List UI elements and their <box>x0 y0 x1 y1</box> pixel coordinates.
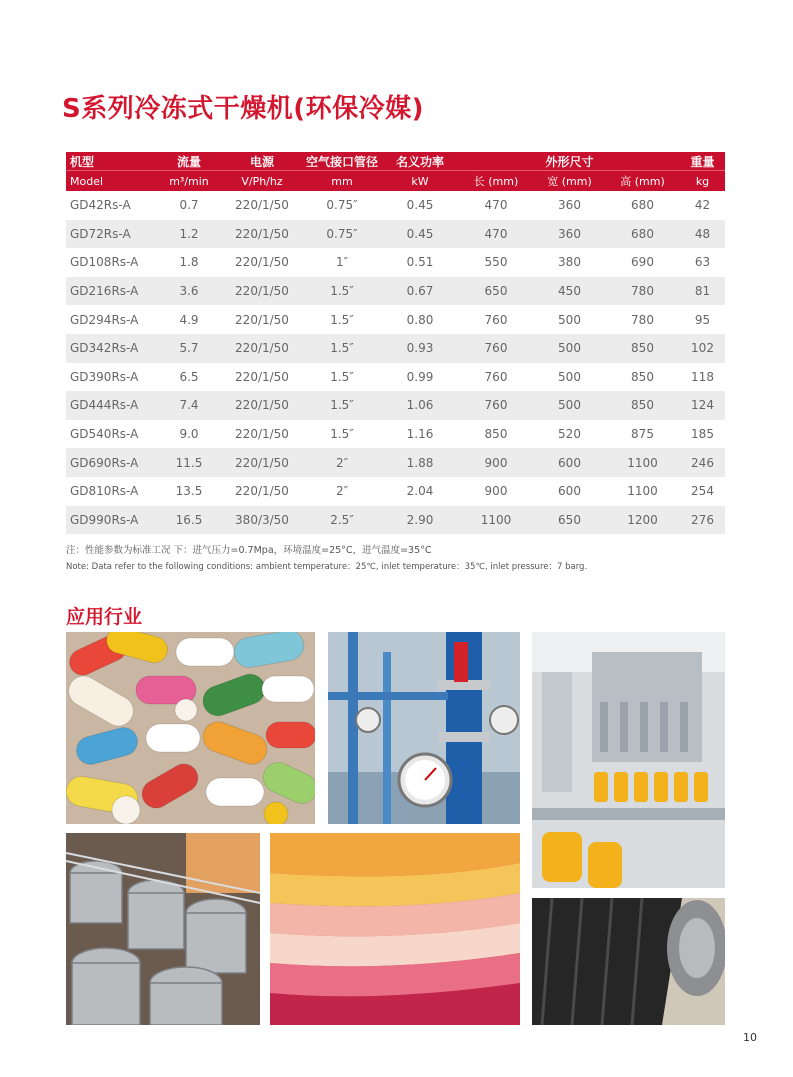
table-cell: GD342Rs-A <box>66 334 156 363</box>
table-row <box>66 220 725 249</box>
table-cell: 1.16 <box>406 427 434 442</box>
table-cell: 500 <box>534 391 605 420</box>
table-row <box>66 334 725 363</box>
table-row <box>66 305 725 334</box>
header-en-cell: 宽 (mm) <box>534 171 605 192</box>
pills-photo <box>66 632 315 824</box>
table-cell: 1.2 <box>156 220 222 249</box>
table-cell: 0.93 <box>382 334 458 363</box>
table-cell: 470 <box>458 220 534 249</box>
table-cell: 185 <box>691 427 714 442</box>
table-cell: 0.45 <box>406 198 434 213</box>
table-cell: 1.5″ <box>330 312 354 327</box>
header-en-cell: V/Ph/hz <box>222 171 302 192</box>
table-cell: 6.5 <box>179 369 199 384</box>
table-cell: 1.88 <box>382 448 458 477</box>
table-cell: 81 <box>680 277 725 306</box>
table-cell: 550 <box>484 255 508 270</box>
table-cell: 900 <box>458 448 534 477</box>
table-cell: 760 <box>458 391 534 420</box>
table-cell: 7.4 <box>156 391 222 420</box>
table-cell: 2.90 <box>382 506 458 535</box>
table-cell: 1.5″ <box>302 391 382 420</box>
table-cell: 760 <box>458 334 534 363</box>
header-cn-cell: 机型 <box>66 152 156 171</box>
table-cell: 13.5 <box>175 484 203 499</box>
table-cell: GD540Rs-A <box>70 427 139 442</box>
table-cell: GD72Rs-A <box>66 220 156 249</box>
table-cell: 1100 <box>627 484 658 499</box>
table-cell: 900 <box>484 484 508 499</box>
table-cell: 0.75″ <box>302 220 382 249</box>
table-cell: 500 <box>534 334 605 363</box>
table-cell: 450 <box>534 277 605 306</box>
table-cell: 220/1/50 <box>222 448 302 477</box>
table-cell: 600 <box>534 448 605 477</box>
table-cell: 0.99 <box>406 369 434 384</box>
table-cell: 690 <box>631 255 654 270</box>
table-cell: 276 <box>680 506 725 535</box>
table-body <box>66 191 725 534</box>
table-cell: 220/1/50 <box>235 198 289 213</box>
table-cell: 95 <box>694 312 711 327</box>
header-en-cell: 长 (mm) <box>458 171 534 192</box>
table-cell: 254 <box>691 484 714 499</box>
header-cn-cell: 空气接口管径 <box>302 152 382 171</box>
table-cell: 0.75″ <box>326 198 358 213</box>
bottling-line-photo <box>532 632 725 888</box>
table-cell: 1.06 <box>382 391 458 420</box>
table-cell: 780 <box>631 312 654 327</box>
table-cell: 760 <box>484 369 508 384</box>
table-cell: 760 <box>484 312 508 327</box>
table-row <box>66 420 725 449</box>
tanks-photo <box>66 833 260 1025</box>
table-cell: 48 <box>680 220 725 249</box>
table-cell: 360 <box>558 198 581 213</box>
table-cell: 220/1/50 <box>235 255 289 270</box>
header-en-cell: kW <box>382 171 458 192</box>
table-cell: 500 <box>558 369 581 384</box>
table-cell: 650 <box>458 277 534 306</box>
table-cell: GD810Rs-A <box>70 484 139 499</box>
table-cell: 680 <box>631 198 654 213</box>
header-cn-cell <box>458 152 534 171</box>
table-cell: GD990Rs-A <box>66 506 156 535</box>
table-cell: 1100 <box>458 506 534 535</box>
table-cell: 124 <box>680 391 725 420</box>
table-cell: 2.04 <box>406 484 434 499</box>
table-cell: 63 <box>694 255 711 270</box>
table-cell: 600 <box>558 484 581 499</box>
tire-photo <box>532 898 725 1025</box>
table-cell: 1.8 <box>179 255 199 270</box>
header-cn-cell: 外形尺寸 <box>534 152 605 171</box>
table-cell: 2″ <box>302 448 382 477</box>
table-cell: 220/1/50 <box>235 369 289 384</box>
table-row <box>66 191 725 220</box>
header-cn-cell: 流量 <box>156 152 222 171</box>
header-cn-cell: 重量 <box>680 152 725 171</box>
table-row <box>66 248 725 277</box>
table-cell: GD690Rs-A <box>66 448 156 477</box>
spec-table <box>66 152 725 534</box>
note-cn: 注：性能参数为标准工况 下：进气压力=0.7Mpa，环境温度=25°C，进气温度=35°C <box>66 545 432 556</box>
header-en-cell: m³/min <box>156 171 222 192</box>
table-cell: 220/1/50 <box>222 391 302 420</box>
table-cell: 4.9 <box>179 312 199 327</box>
section-title: 应用行业 <box>66 606 143 628</box>
table-cell: 850 <box>631 369 654 384</box>
table-row <box>66 363 725 392</box>
table-cell: 1.5″ <box>302 277 382 306</box>
table-cell: 1″ <box>335 255 349 270</box>
table-cell: 875 <box>631 427 654 442</box>
table-cell: 220/1/50 <box>222 277 302 306</box>
table-row <box>66 448 725 477</box>
table-cell: GD390Rs-A <box>70 369 139 384</box>
table-cell: 470 <box>484 198 508 213</box>
table-cell: 850 <box>605 391 680 420</box>
header-cn-cell: 电源 <box>222 152 302 171</box>
table-cell: 380 <box>558 255 581 270</box>
table-cell: 220/1/50 <box>235 427 289 442</box>
table-cell: GD444Rs-A <box>66 391 156 420</box>
table-cell: 360 <box>534 220 605 249</box>
table-row <box>66 391 725 420</box>
table-cell: 220/1/50 <box>235 484 289 499</box>
table-cell: 1.5″ <box>302 334 382 363</box>
table-cell: 650 <box>534 506 605 535</box>
table-header-en <box>66 171 725 192</box>
header-cn-cell: 名义功率 <box>382 152 458 171</box>
table-header-cn <box>66 152 725 171</box>
table-cell: 850 <box>484 427 508 442</box>
header-en-cell: mm <box>302 171 382 192</box>
table-cell: 1.5″ <box>330 369 354 384</box>
table-cell: 500 <box>558 312 581 327</box>
table-cell: 220/1/50 <box>222 220 302 249</box>
table-cell: 0.7 <box>179 198 199 213</box>
table-cell: 2.5″ <box>302 506 382 535</box>
table-row <box>66 506 725 535</box>
header-en-cell: Model <box>66 171 156 192</box>
table-cell: 16.5 <box>156 506 222 535</box>
table-cell: 0.67 <box>382 277 458 306</box>
table-cell: 0.45 <box>382 220 458 249</box>
page-number: 10 <box>743 1031 757 1044</box>
table-cell: 780 <box>605 277 680 306</box>
table-cell: 220/1/50 <box>222 334 302 363</box>
header-en-cell: kg <box>680 171 725 192</box>
table-cell: 380/3/50 <box>222 506 302 535</box>
table-cell: GD294Rs-A <box>70 312 139 327</box>
textiles-photo <box>270 833 520 1025</box>
table-cell: 1.5″ <box>330 427 354 442</box>
table-cell: 0.51 <box>406 255 434 270</box>
table-cell: 9.0 <box>179 427 199 442</box>
pipes-gauges-photo <box>328 632 520 824</box>
table-cell: GD216Rs-A <box>66 277 156 306</box>
table-row <box>66 477 725 506</box>
table-cell: 42 <box>694 198 711 213</box>
table-cell: 680 <box>605 220 680 249</box>
table-row <box>66 277 725 306</box>
table-cell: 520 <box>558 427 581 442</box>
table-cell: 0.80 <box>406 312 434 327</box>
table-cell: 118 <box>691 369 714 384</box>
table-cell: 5.7 <box>156 334 222 363</box>
table-cell: 1200 <box>605 506 680 535</box>
table-cell: 1100 <box>605 448 680 477</box>
note-en: Note: Data refer to the following conditions: ambient temperature：25℃, inlet temperature：35℃, inlet pressure：7 barg. <box>66 562 588 572</box>
header-en-cell: 高 (mm) <box>605 171 680 192</box>
table-cell: GD108Rs-A <box>70 255 139 270</box>
table-cell: GD42Rs-A <box>70 198 131 213</box>
header-cn-cell <box>605 152 680 171</box>
table-cell: 3.6 <box>156 277 222 306</box>
page-title: S系列冷冻式干燥机(环保冷媒) <box>62 94 424 124</box>
table-cell: 246 <box>680 448 725 477</box>
table-cell: 102 <box>680 334 725 363</box>
table-cell: 850 <box>605 334 680 363</box>
table-cell: 220/1/50 <box>235 312 289 327</box>
table-cell: 2″ <box>335 484 349 499</box>
table-cell: 11.5 <box>156 448 222 477</box>
